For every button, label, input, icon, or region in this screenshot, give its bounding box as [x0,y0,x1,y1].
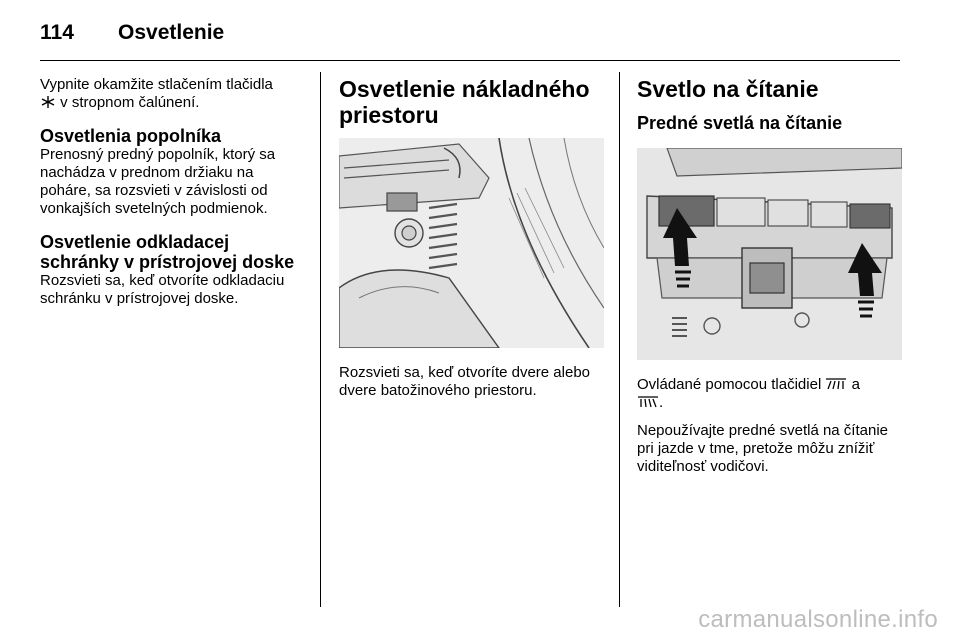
header-divider [40,60,900,61]
page-title: Osvetlenie [118,21,225,44]
front-reading-lights-illustration [637,148,902,360]
interior-light-icon [40,95,56,109]
cargo-light-title: Osvetlenie nákladného priestoru [339,76,590,128]
section-glovebox-text: Rozsvieti sa, keď otvoríte odkladaciu schránku v prístrojovej doske. [40,272,285,307]
column-divider-1 [320,72,321,607]
page-number: 114 [40,21,74,44]
reading-light-warning-text: Nepoužívajte predné svetlá na čítanie pri jazde v tme, pretože môžu znížiť viditeľnosť vodičovi. [637,422,888,475]
front-reading-lights-subtitle: Predné svetlá na čítanie [637,113,843,133]
watermark: carmanualsonline.info [698,606,938,633]
reading-light-right-icon [637,395,659,409]
column-2 [339,76,607,410]
column-divider-2 [619,72,620,607]
reading-light-left-icon [825,377,847,391]
cargo-area-light-illustration [339,138,604,348]
column-3 [637,76,905,486]
controls-text-mid: a [847,376,860,393]
cargo-light-text: Rozsvieti sa, keď otvoríte dvere alebo dvere batožinového priestoru. [339,364,591,399]
reading-light-controls-text [637,376,905,412]
controls-text-post: . [659,394,664,411]
controls-text-pre: Ovládané pomocou tlačidiel [637,376,826,393]
intro-paragraph [40,76,308,112]
reading-light-title: Svetlo na čítanie [637,76,819,102]
section-ashtray-title: Osvetlenia popolníka [40,126,222,146]
page-header [40,18,224,48]
section-ashtray-text: Prenosný predný popolník, ktorý sa nachádza v prednom držiaku na poháre, sa rozsvieti v závislosti od vonkajších svetelných podmienok. [40,146,276,217]
intro-text-line2: v stropnom čalúnení. [56,94,200,111]
intro-text-line1: Vypnite okamžite stlačením tlačidla [40,76,273,93]
section-glovebox-title: Osvetlenie odkladacej schránky v prístrojovej doske [40,232,295,272]
column-1 [40,76,308,318]
